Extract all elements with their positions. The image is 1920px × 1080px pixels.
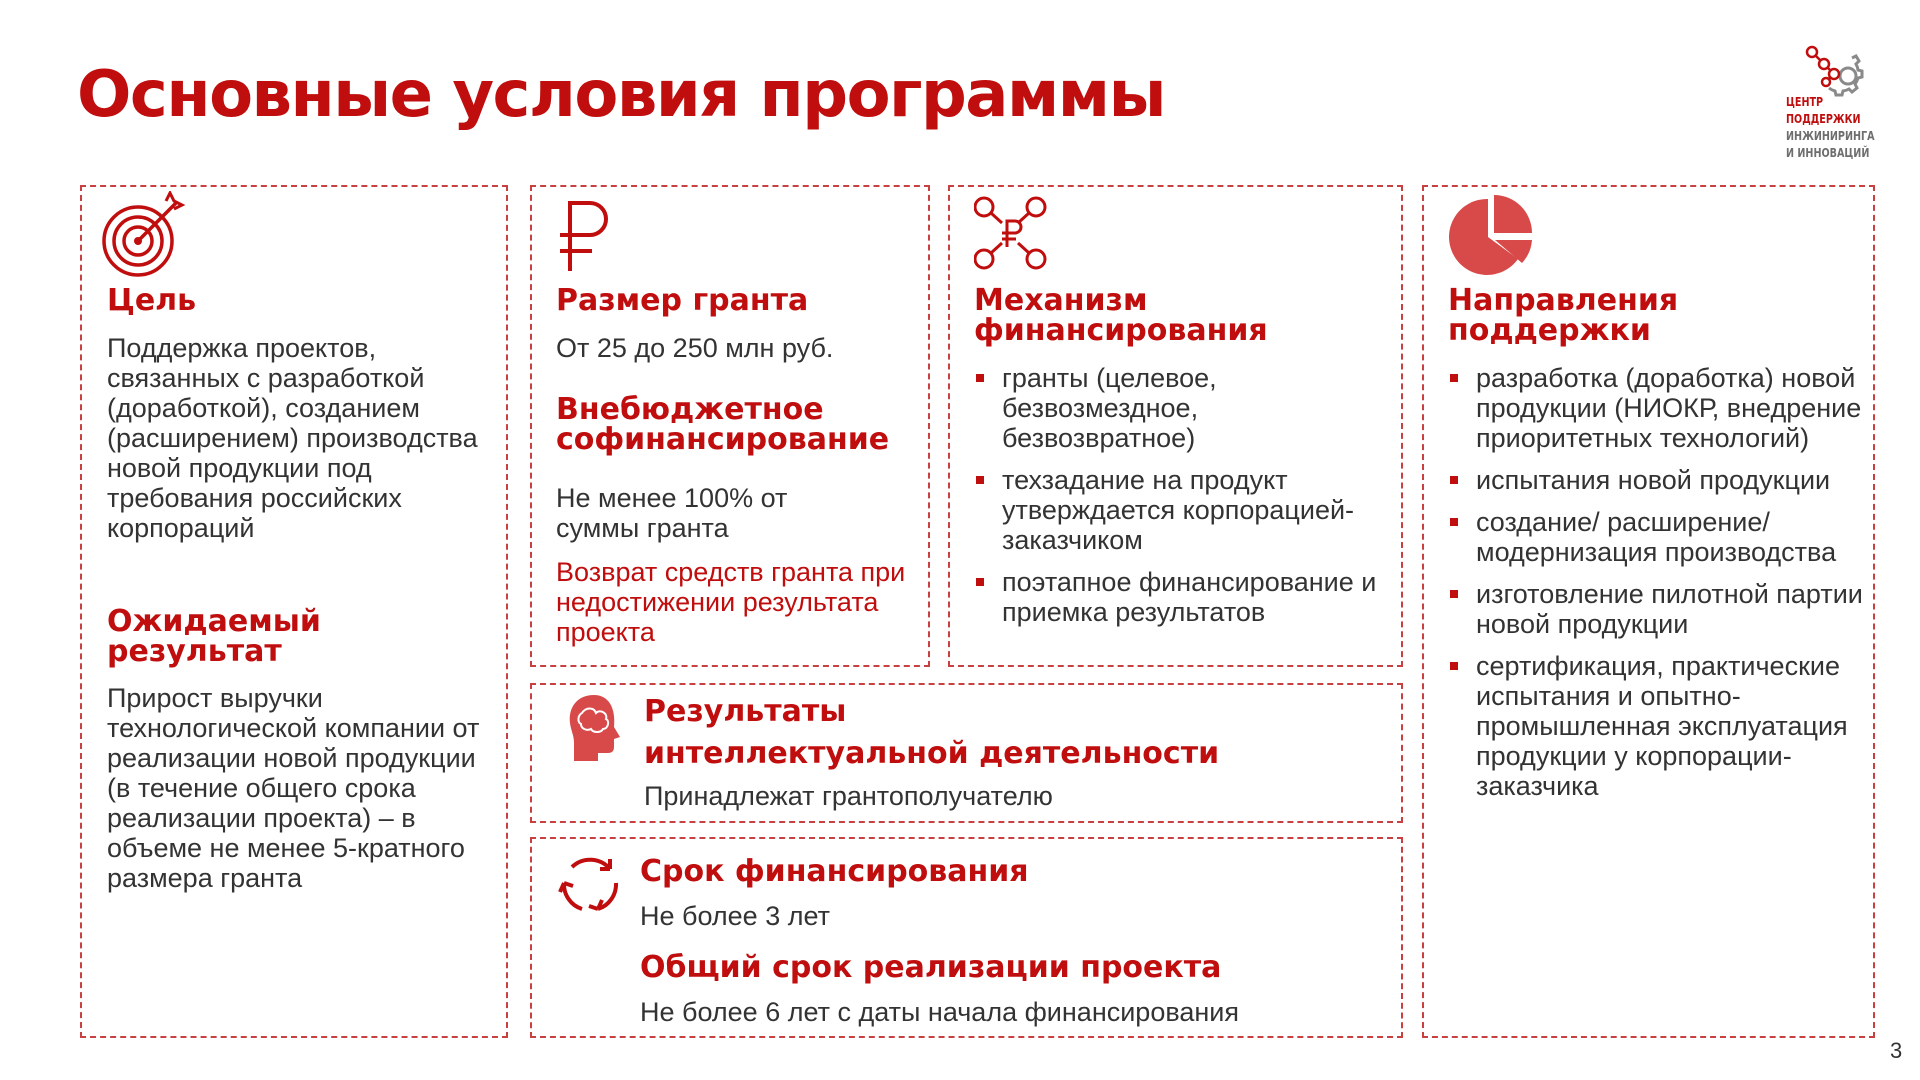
- mechanism-list: [974, 363, 1394, 639]
- page-title: Основные условия программы: [77, 58, 1165, 132]
- list-item: техзадание на продукт утверждается корпорацией-заказчиком: [974, 465, 1394, 555]
- grant-heading: Размер гранта: [556, 283, 809, 318]
- ip-heading-line1: Результаты: [644, 694, 847, 729]
- list-item: испытания новой продукции: [1448, 465, 1868, 495]
- goal-heading: Цель: [107, 283, 197, 318]
- term-card: [530, 837, 1403, 1038]
- total-term-text: Не более 6 лет с даты начала финансирования: [640, 997, 1240, 1027]
- cofinancing-text: Не менее 100% от суммы гранта: [556, 483, 788, 543]
- mechanism-heading: Механизм финансирования: [974, 283, 1268, 348]
- directions-heading: Направления поддержки: [1448, 283, 1679, 348]
- term-heading: Срок финансирования: [640, 854, 1029, 889]
- pie-chart-icon: [1448, 193, 1534, 279]
- grant-card: [530, 185, 930, 667]
- cycle-arrows-icon: [558, 853, 622, 917]
- goal-card: [80, 185, 508, 1038]
- result-heading: Ожидаемый результат: [107, 604, 321, 669]
- ruble-network-icon: [974, 193, 1050, 273]
- page-number: 3: [1890, 1038, 1903, 1063]
- logo-text: ЦЕНТР ПОДДЕРЖКИ ИНЖИНИРИНГА И ИННОВАЦИЙ: [1786, 95, 1875, 160]
- ip-card: [530, 683, 1403, 823]
- goal-text: Поддержка проектов, связанных с разработкой (доработкой), созданием (расширением) производства новой продукции под требования российских корпораций: [107, 333, 478, 543]
- term-text: Не более 3 лет: [640, 901, 830, 931]
- list-item: изготовление пилотной партии новой продукции: [1448, 579, 1868, 639]
- directions-list: [1448, 363, 1868, 813]
- list-item: сертификация, практические испытания и опытно-промышленная эксплуатация продукции у корпорации-заказчика: [1448, 651, 1868, 801]
- organization-logo: [1782, 44, 1882, 174]
- total-term-heading: Общий срок реализации проекта: [640, 950, 1222, 985]
- list-item: гранты (целевое, безвозмездное, безвозвратное): [974, 363, 1394, 453]
- ip-heading-line2: интеллектуальной деятельности: [644, 736, 1220, 771]
- brain-head-icon: [564, 693, 624, 763]
- list-item: поэтапное финансирование и приемка результатов: [974, 567, 1394, 627]
- result-text: Прирост выручки технологической компании от реализации новой продукции (в течение общего срока реализации проекта) – в объеме не менее 5-кратного размера гранта: [107, 683, 480, 893]
- directions-card: [1422, 185, 1875, 1038]
- target-icon: [100, 191, 190, 281]
- cofinancing-heading: Внебюджетное софинансирование: [556, 392, 890, 457]
- grant-amount: От 25 до 250 млн руб.: [556, 333, 834, 363]
- list-item: разработка (доработка) новой продукции (НИОКР, внедрение приоритетных технологий): [1448, 363, 1868, 453]
- ruble-icon: [556, 197, 616, 277]
- list-item: создание/ расширение/ модернизация производства: [1448, 507, 1868, 567]
- mechanism-card: [948, 185, 1403, 667]
- refund-text: Возврат средств гранта при недостижении результата проекта: [556, 557, 906, 647]
- ip-text: Принадлежат грантополучателю: [644, 781, 1053, 811]
